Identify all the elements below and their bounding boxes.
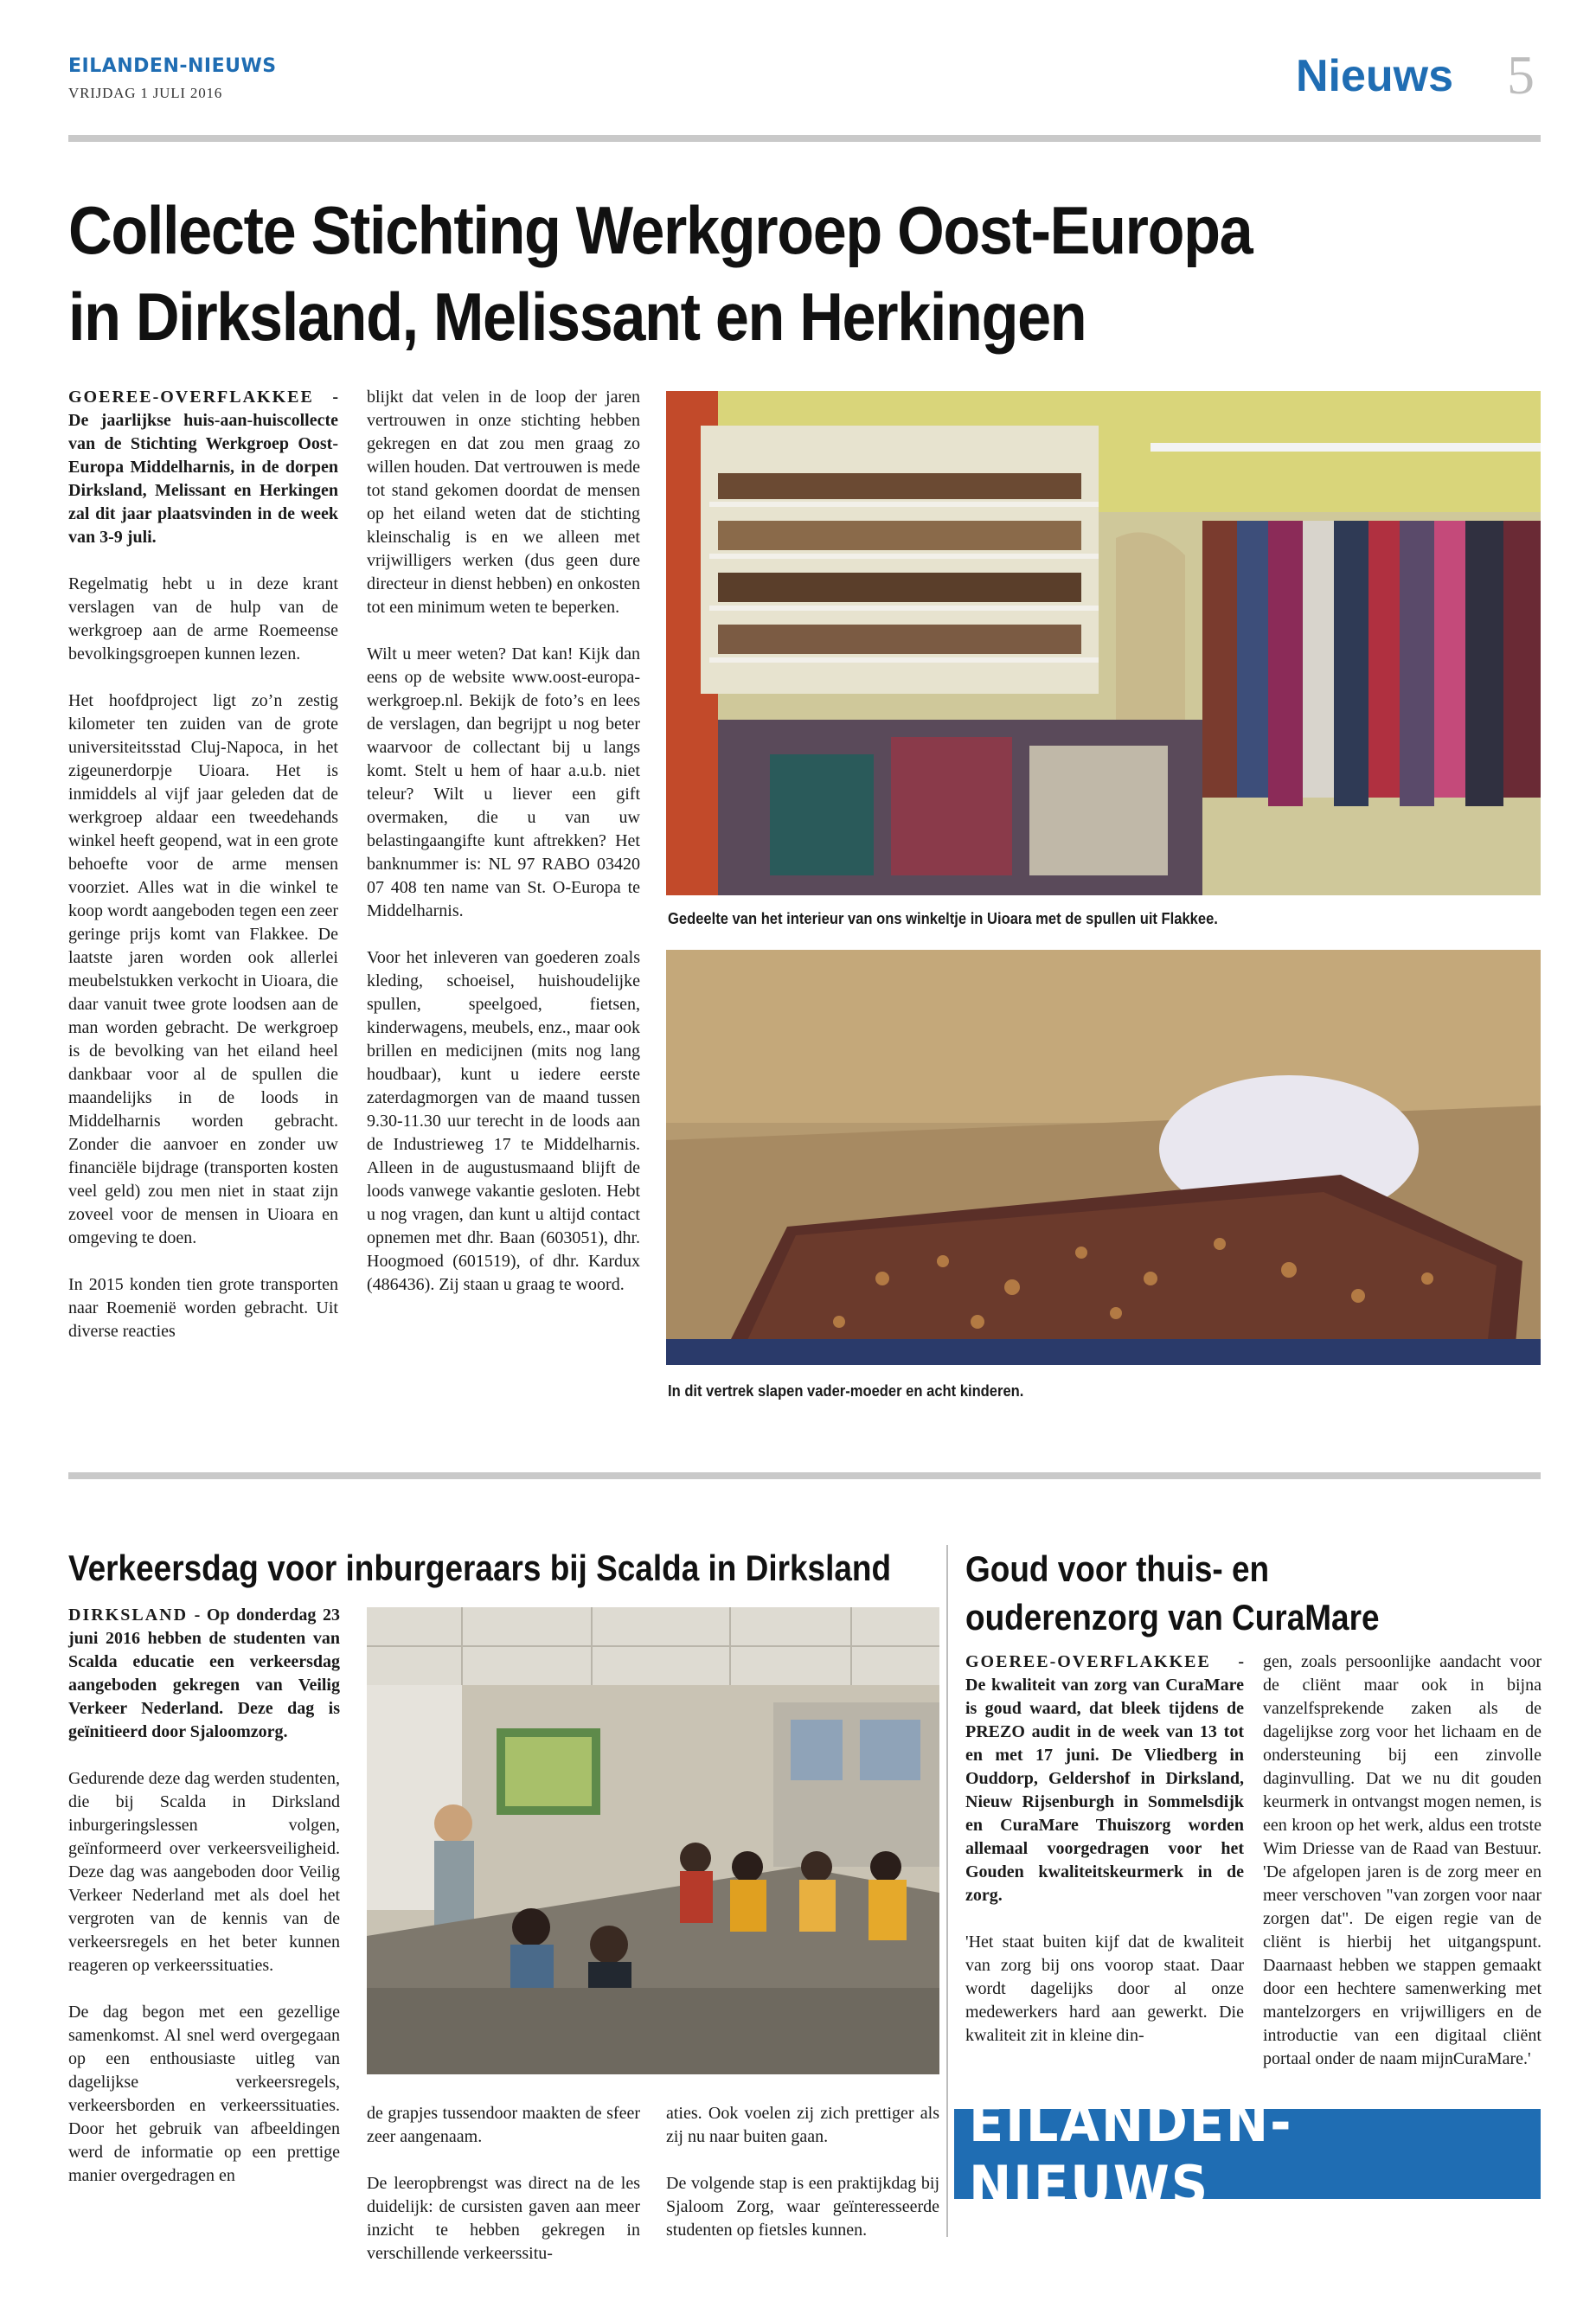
- article1-paragraph: In 2015 konden tien grote transporten naar Roemenië worden gebracht. Uit diverse reacties: [68, 1275, 338, 1341]
- article1-paragraph: Wilt u meer weten? Dat kan! Kijk dan eens op de website www.oost-europa-werkgroep.nl. Bekijk de foto’s en lees de verslagen, dan begrijpt u nog beter waarvoor de collectant bij u langs komt. Stelt u hem of haar a.u.b. niet teleur? Wilt u liever een gift overmaken, die u van uw belastingaangifte kunt aftrekken? Het banknummer is: NL 97 RABO 03420 07 408 ten name van St. O-Europa te Middelharnis.: [367, 644, 640, 920]
- eilanden-nieuws-logo: [954, 2091, 1541, 2217]
- article1-column-1: [68, 386, 338, 1367]
- article3-headline: [965, 1545, 1380, 1642]
- page-number: 5: [1507, 44, 1535, 106]
- article3-place: GOEREE-OVERFLAKKEE: [965, 1652, 1211, 1671]
- column-divider: [946, 1545, 948, 2237]
- article1-paragraph: blijkt dat velen in de loop der jaren vertrouwen in onze stichting hebben gekregen en dat zou men graag zo willen houden. Dat vertrouwen is mede tot stand gekomen doordat de mensen op het eiland weten dat de stichting kleinschalig is en we alleen met vrijwilligers werken (dus geen dure directeur in dienst hebben) en onkosten tot een minimum weten te beperken.: [367, 388, 640, 617]
- article2-place: DIRKSLAND: [68, 1606, 189, 1625]
- article3-column-2: [1263, 1650, 1542, 2094]
- article2-column-3: [666, 2102, 939, 2266]
- article1-place: GOEREE-OVERFLAKKEE: [68, 388, 314, 407]
- article2-column-2: [367, 2102, 640, 2289]
- article3-paragraph: 'Het staat buiten kijf dat de kwaliteit van zorg bij ons voorop staat. Daar wordt dagelijks door al onze medewerkers hard aan gewerkt. Die kwaliteit zit in kleine din-: [965, 1932, 1244, 2045]
- photo-caption-shop: Gedeelte van het interieur van ons winkeltje in Uioara met de spullen uit Flakkee.: [668, 910, 1218, 927]
- article2-paragraph: Gedurende deze dag werden studenten, die bij Scalda in Dirksland inburgeringslessen volgen, geïnformeerd over verkeersveiligheid. Deze dag was aangeboden door Veilig Verkeer Nederland met als doel het vergroten van de kennis van de verkeersregels en het beter kunnen reageren op verkeerssituaties.: [68, 1769, 340, 1975]
- masthead-logo: EILANDEN-NIEUWS: [68, 55, 277, 77]
- photo-caption-bedroom: In dit vertrek slapen vader-moeder en acht kinderen.: [668, 1382, 1024, 1400]
- article2-paragraph: de grapjes tussendoor maakten de sfeer zeer aangenaam.: [367, 2104, 640, 2146]
- article1-headline: [68, 187, 1392, 360]
- article3-headline-line1: Goud voor thuis- en: [965, 1548, 1270, 1589]
- shop-interior-illustration: [666, 391, 1541, 895]
- shop-interior-photo: [666, 391, 1541, 895]
- article3-column-1: [965, 1650, 1244, 2071]
- article3-lead: - De kwaliteit van zorg van CuraMare is goud waard, dat bleek tijdens de PREZO audit in de week van 13 tot en met 17 juni. De Vliedberg in Ouddorp, Geldershof in Dirksland, Nieuw Rijsenburgh in Sommelsdijk en CuraMare Thuiszorg worden allemaal voorgedragen voor het Gouden kwaliteitskeurmerk in de zorg.: [965, 1652, 1244, 1905]
- section-title: Nieuws: [1296, 51, 1454, 101]
- article1-column-2: [367, 386, 640, 1320]
- classroom-illustration: [367, 1607, 939, 2074]
- bedroom-photo: [666, 950, 1541, 1365]
- section-divider: [68, 1472, 1541, 1479]
- article1-headline-line2: in Dirksland, Melissant en Herkingen: [68, 279, 1086, 355]
- article2-paragraph: De dag begon met een gezellige samenkomst. Al snel werd overgegaan op een enthousiaste uitleg van dagelijkse verkeersregels, verkeersborden en verkeerssituaties. Door het gebruik van afbeeldingen werd de informatie op een prettige manier overgedragen en: [68, 2003, 340, 2185]
- article2-paragraph: De leeropbrengst was direct na de les duidelijk: de cursisten gaven aan meer inzicht te hebben gekregen in verschillende verkeerssitu-: [367, 2174, 640, 2263]
- article3-paragraph: gen, zoals persoonlijke aandacht voor de cliënt maar ook in bijna vanzelfsprekende zaken als de dagelijkse zorg voor het lichaam en de ondersteuning bij een zinvolle daginvulling. Dat we nu dit gouden keurmerk in ontvangst mogen nemen, is een kroon op het werk, aldus een trotste Wim Driesse van de Raad van Bestuur. 'De afgelopen jaren is de zorg meer en meer verschoven "van zorgen voor naar zorgen dat". De eigen regie van de cliënt is hierbij het uitgangspunt. Daarnaast hebben we stappen gemaakt door een hechtere samenwerking met mantelzorgers en vrijwilligers en de introductie van een digitaal cliënt portaal onder de naam mijnCuraMare.': [1263, 1652, 1542, 2068]
- header-divider: [68, 135, 1541, 142]
- article2-column-1: [68, 1604, 340, 2211]
- article1-paragraph: Het hoofdproject ligt zo’n zestig kilometer ten zuiden van de grote universiteitsstad Cluj-Napoca, in het zigeunerdorpje Uioara. Het is inmiddels al vijf jaar geleden dat de werkgroep aldaar een tweedehands winkel heeft geopend, wat in een grote behoefte voor de arme mensen voorziet. Alles wat in die winkel te koop wordt aangeboden tegen een zeer geringe prijs komt van Flakkee. De laatste jaren worden ook allerlei meubelstukken verkocht in Uioara, die daar vanuit twee grote loodsen aan de man worden gebracht. De werkgroep is de bevolking van het eiland heel dankbaar voor al de spullen die maandelijks in de loods in Middelharnis worden gebracht. Zonder die aanvoer en zonder uw financiële bijdrage (transporten kosten veel geld) zou men niet in staat zijn zoveel voor de mensen in Uioara en omgeving te doen.: [68, 691, 338, 1247]
- article2-lead: - Op donderdag 23 juni 2016 hebben de studenten van Scalda educatie een verkeersdag aangeboden gekregen van Veilig Verkeer Nederland. Deze dag is geïnitieerd door Sjaloomzorg.: [68, 1606, 340, 1741]
- article3-headline-line2: ouderenzorg van CuraMare: [965, 1597, 1380, 1638]
- issue-date: VRIJDAG 1 JULI 2016: [68, 85, 223, 101]
- article1-lead: - De jaarlijkse huis-aan-huiscollecte van de Stichting Werkgroep Oost-Europa Middelharnis, in de dorpen Dirksland, Melissant en Herkingen zal dit jaar plaatsvinden in de week van 3-9 juli.: [68, 388, 338, 547]
- article1-headline-line1: Collecte Stichting Werkgroep Oost-Europa: [68, 192, 1253, 268]
- classroom-photo: [367, 1607, 939, 2074]
- bedroom-illustration: [666, 950, 1541, 1365]
- article2-paragraph: De volgende stap is een praktijkdag bij Sjaloom Zorg, waar geïnteresseerde studenten op fietsles kunnen.: [666, 2174, 939, 2240]
- article2-paragraph: aties. Ook voelen zij zich prettiger als zij nu naar buiten gaan.: [666, 2104, 939, 2146]
- eilanden-nieuws-logo-text: EILANDEN-NIEUWS: [968, 2091, 1293, 2217]
- article1-paragraph: Regelmatig hebt u in deze krant verslagen van de hulp van de werkgroep aan de arme Roemeense bevolkingsgroepen kunnen lezen.: [68, 574, 338, 663]
- article2-headline: Verkeersdag voor inburgeraars bij Scalda in Dirksland: [68, 1548, 892, 1588]
- article1-paragraph: Voor het inleveren van goederen zoals kleding, schoeisel, huishoudelijke spullen, speelgoed, fietsen, kinderwagens, meubels, enz., maar ook brillen en medicijnen (mits nog lang houdbaar), kunt u iedere eerste zaterdagmorgen van de maand tussen 9.30-11.30 uur terecht in de loods aan de Industrieweg 17 te Middelharnis. Alleen in de augustusmaand blijft de loods vanwege vakantie gesloten. Hebt u nog vragen, dan kunt u altijd contact opnemen met dhr. Baan (603051), dhr. Hoogmoed (601519), of dhr. Kardux (486436). Zij staan u graag te woord.: [367, 948, 640, 1294]
